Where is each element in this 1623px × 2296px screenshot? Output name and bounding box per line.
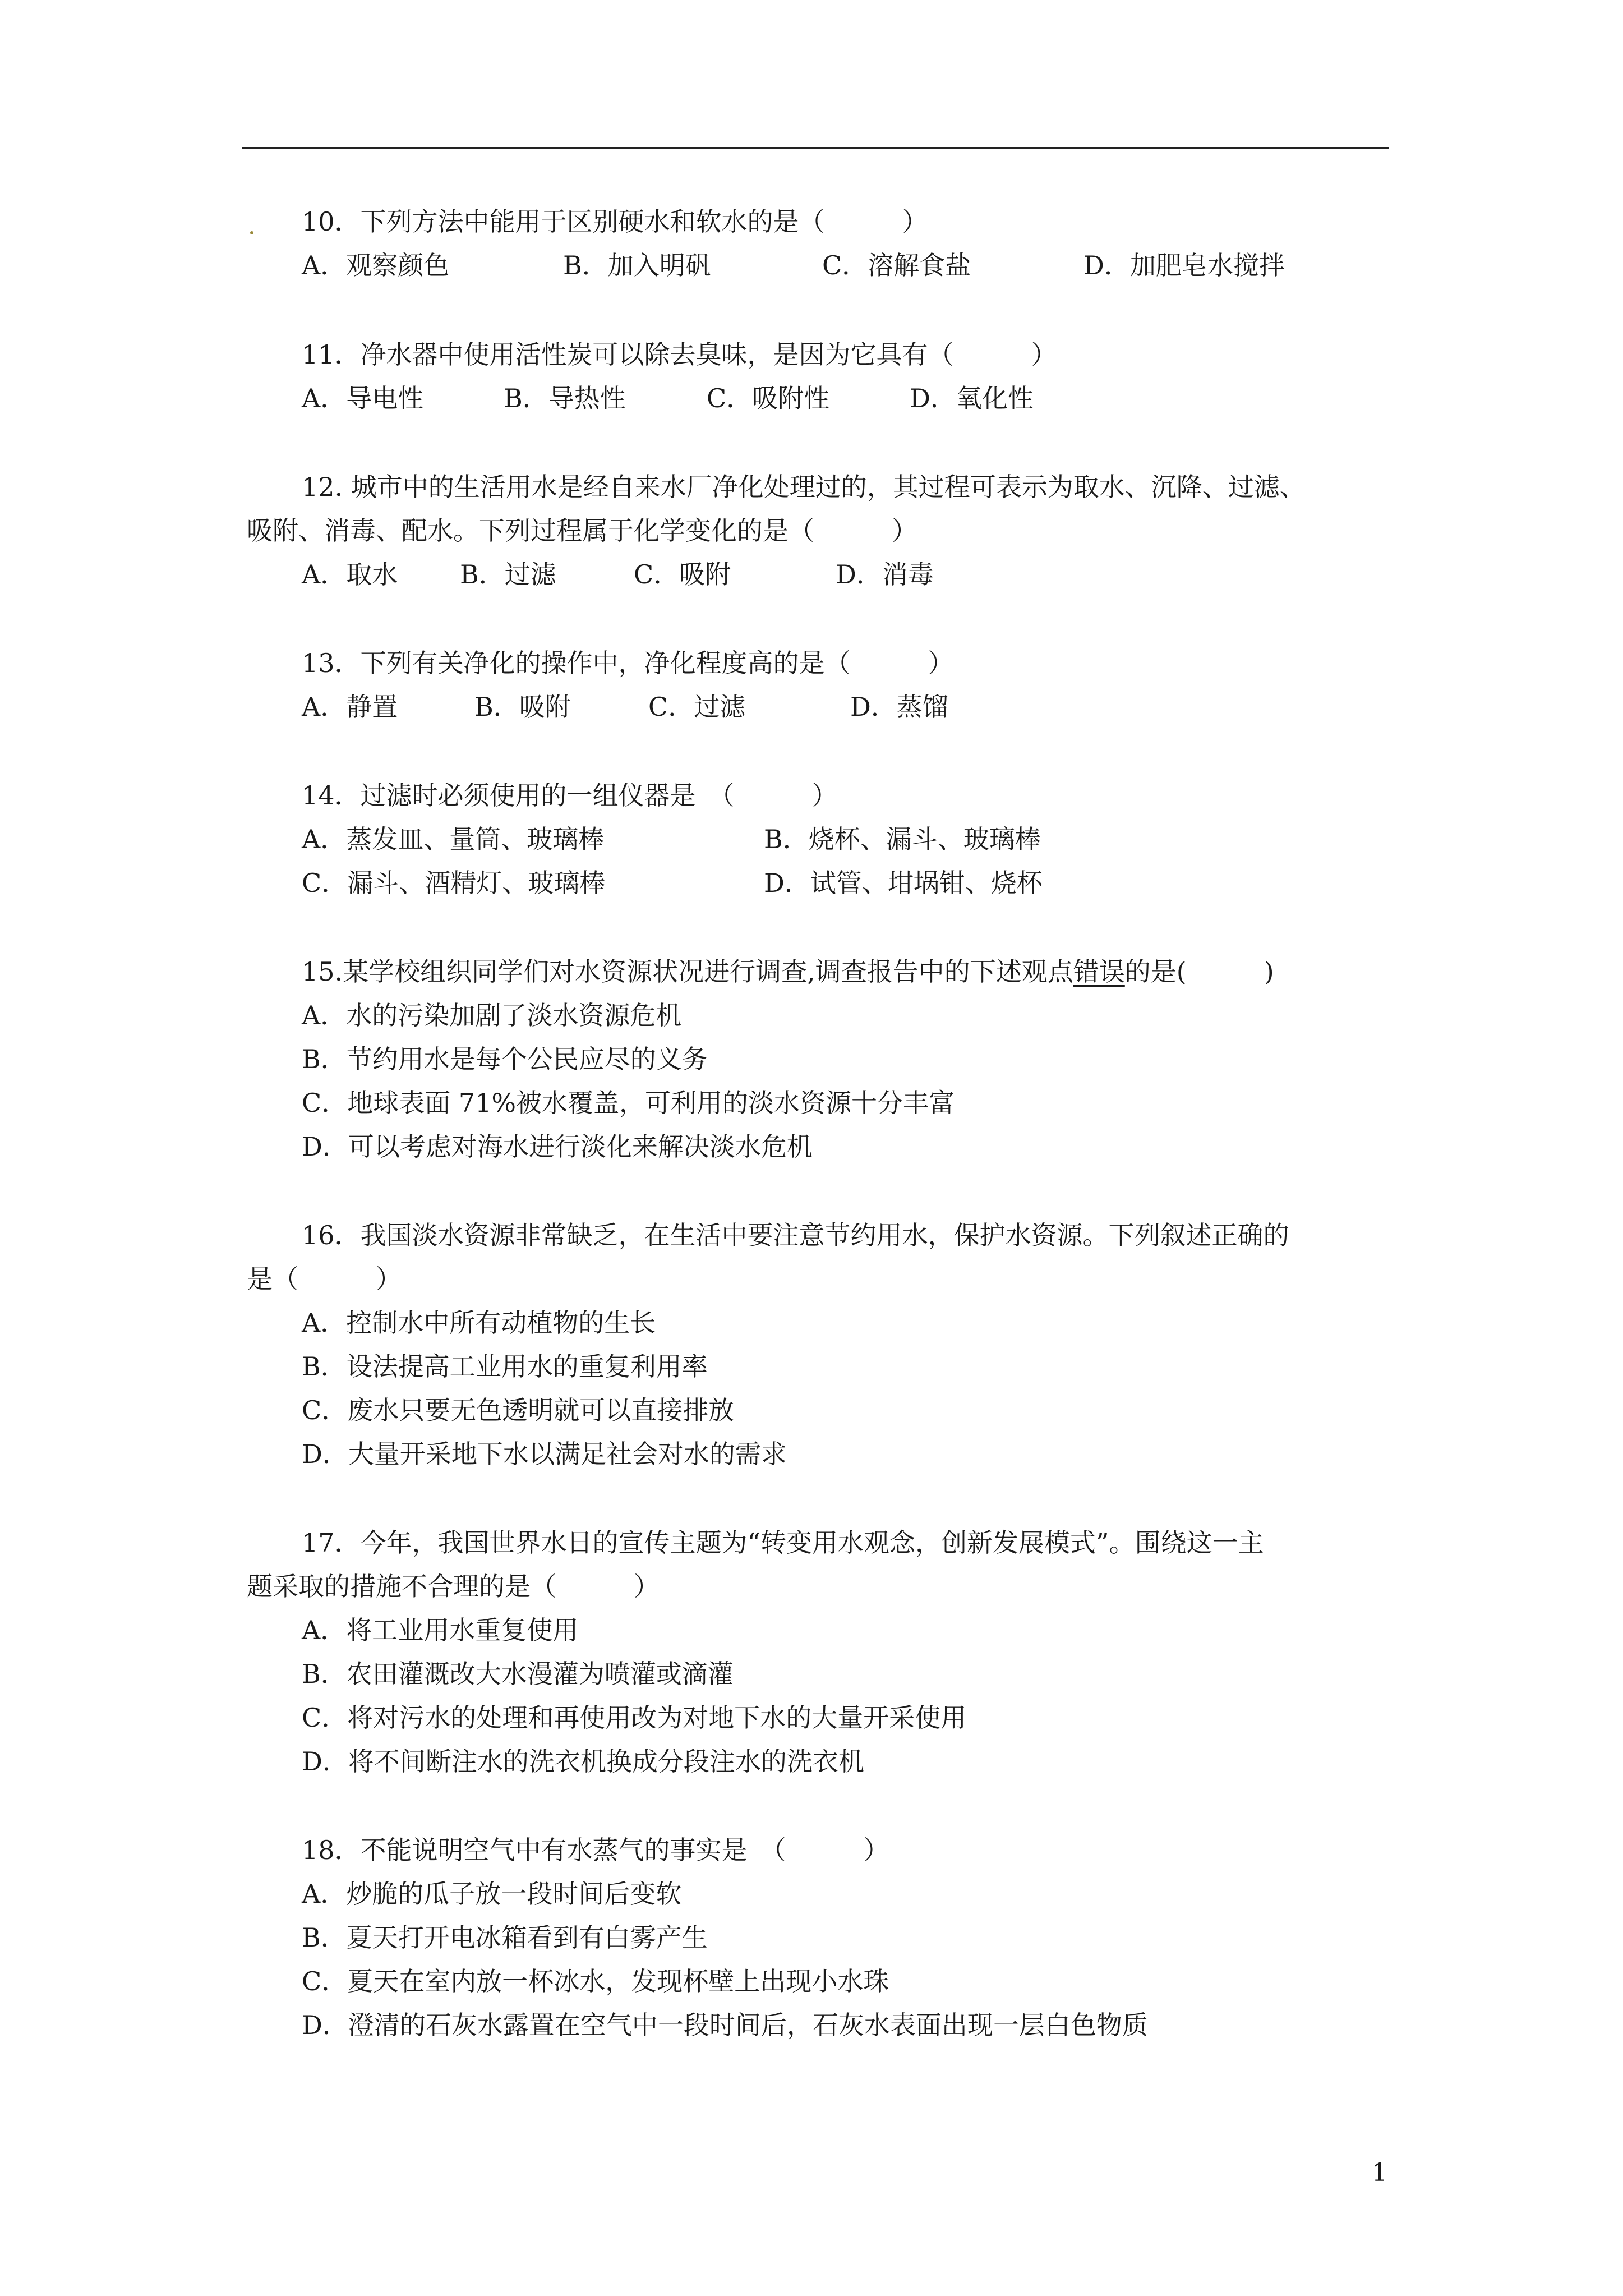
question-11-stem: 11．净水器中使用活性炭可以除去臭味，是因为它具有（ ） xyxy=(302,339,1057,370)
header-rule xyxy=(242,147,1389,149)
question-11-option-a: A．导电性 xyxy=(302,383,424,413)
question-15-stem-end: 的是( ) xyxy=(1124,956,1274,987)
stray-mark xyxy=(250,231,253,234)
question-16-option-b: B．设法提高工业用水的重复利用率 xyxy=(302,1351,708,1382)
question-18-stem: 18．不能说明空气中有水蒸气的事实是 （ ） xyxy=(302,1835,889,1865)
question-18-option-b: B．夏天打开电冰箱看到有白雾产生 xyxy=(302,1922,708,1953)
question-15-option-c: C．地球表面 71%被水覆盖，可利用的淡水资源十分丰富 xyxy=(302,1088,955,1118)
question-11-option-d: D．氧化性 xyxy=(910,383,1034,413)
question-13-option-d: D．蒸馏 xyxy=(850,692,948,722)
question-17-stem-line-1: 17．今年，我国世界水日的宣传主题为“转变用水观念，创新发展模式”。围绕这一主 xyxy=(302,1527,1264,1558)
question-18-option-d: D．澄清的石灰水露置在空气中一段时间后，石灰水表面出现一层白色物质 xyxy=(302,2010,1148,2040)
question-17-option-d: D．将不间断注水的洗衣机换成分段注水的洗衣机 xyxy=(302,1746,864,1777)
question-16-option-c: C．废水只要无色透明就可以直接排放 xyxy=(302,1395,735,1425)
question-12-stem-line-1: 12. 城市中的生活用水是经自来水厂净化处理过的，其过程可表示为取水、沉降、过滤、 xyxy=(302,472,1306,502)
question-15-stem xyxy=(302,955,1274,988)
question-14-option-b: B．烧杯、漏斗、玻璃棒 xyxy=(764,824,1041,854)
question-15-option-a: A．水的污染加剧了淡水资源危机 xyxy=(302,1000,682,1030)
question-18-option-a: A．炒脆的瓜子放一段时间后变软 xyxy=(302,1879,682,1909)
question-17-option-c: C．将对污水的处理和再使用改为对地下水的大量开采使用 xyxy=(302,1703,967,1733)
question-12-option-c: C．吸附 xyxy=(634,559,731,590)
question-12-option-d: D．消毒 xyxy=(836,559,934,590)
question-15-stem-text: 15.某学校组织同学们对水资源状况进行调查,调查报告中的下述观点 xyxy=(302,956,1073,987)
question-11-option-b: B．导热性 xyxy=(504,383,626,413)
question-13-option-c: C．过滤 xyxy=(648,692,746,722)
question-16-stem-line-1: 16．我国淡水资源非常缺乏，在生活中要注意节约用水，保护水资源。下列叙述正确的 xyxy=(302,1220,1289,1250)
question-12-option-a: A．取水 xyxy=(302,559,398,590)
question-14-option-c: C．漏斗、酒精灯、玻璃棒 xyxy=(302,868,606,898)
question-16-option-d: D．大量开采地下水以满足社会对水的需求 xyxy=(302,1439,787,1469)
question-10-option-c: C．溶解食盐 xyxy=(822,250,971,280)
page-number: 1 xyxy=(1372,2159,1387,2187)
question-10-stem: 10．下列方法中能用于区别硬水和软水的是（ ） xyxy=(302,206,928,237)
question-15-stem-emphasis: 错误 xyxy=(1073,956,1125,987)
question-14-option-a: A．蒸发皿、量筒、玻璃棒 xyxy=(302,824,605,854)
question-10-option-d: D．加肥皂水搅拌 xyxy=(1083,250,1285,280)
question-13-option-a: A．静置 xyxy=(302,692,398,722)
question-11-option-c: C．吸附性 xyxy=(707,383,830,413)
question-14-option-d: D．试管、坩埚钳、烧杯 xyxy=(764,868,1043,898)
question-10-option-b: B．加入明矾 xyxy=(563,250,711,280)
question-18-option-c: C．夏天在室内放一杯冰水，发现杯壁上出现小水珠 xyxy=(302,1966,889,1996)
question-17-option-a: A．将工业用水重复使用 xyxy=(302,1615,579,1645)
question-16-stem-line-2: 是（ ） xyxy=(247,1264,402,1294)
question-12-stem-line-2: 吸附、消毒、配水。下列过程属于化学变化的是（ ） xyxy=(247,516,917,546)
question-13-stem: 13．下列有关净化的操作中，净化程度高的是（ ） xyxy=(302,648,954,678)
question-17-option-b: B．农田灌溉改大水漫灌为喷灌或滴灌 xyxy=(302,1659,734,1689)
question-17-stem-line-2: 题采取的措施不合理的是（ ） xyxy=(247,1571,660,1602)
question-14-stem: 14．过滤时必须使用的一组仪器是 （ ） xyxy=(302,780,838,811)
question-13-option-b: B．吸附 xyxy=(474,692,571,722)
question-15-option-b: B．节约用水是每个公民应尽的义务 xyxy=(302,1044,708,1074)
question-10-option-a: A．观察颜色 xyxy=(302,250,450,280)
question-12-option-b: B．过滤 xyxy=(460,559,556,590)
question-15-option-d: D．可以考虑对海水进行淡化来解决淡水危机 xyxy=(302,1131,813,1162)
question-16-option-a: A．控制水中所有动植物的生长 xyxy=(302,1308,656,1338)
